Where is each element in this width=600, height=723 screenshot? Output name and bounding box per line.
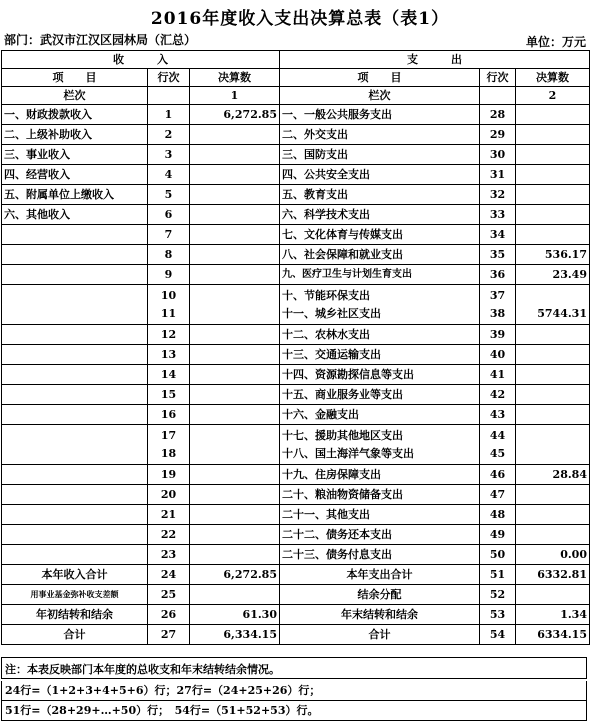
- empty-cell: [148, 87, 190, 105]
- expense-item-header: 项 目: [280, 69, 480, 87]
- expense-item: 四、公共安全支出: [280, 165, 480, 185]
- income-row-no: 9: [148, 265, 190, 285]
- expense-amount: [516, 165, 590, 185]
- expense-amount: 1.34: [516, 605, 590, 625]
- expense-row-no: 52: [480, 585, 516, 605]
- income-item-header: 项 目: [2, 69, 148, 87]
- expense-row-no: 51: [480, 565, 516, 585]
- column-label-row: [2, 87, 590, 105]
- expense-item: 二十、粮油物资储备支出: [280, 485, 480, 505]
- table-row: [2, 165, 590, 185]
- income-amount: [190, 205, 280, 225]
- expense-item: 三、国防支出: [280, 145, 480, 165]
- budget-table: [1, 50, 590, 645]
- expense-amount: 0.00: [516, 545, 590, 565]
- income-row-no: 1: [148, 105, 190, 125]
- expense-amount: [516, 325, 590, 345]
- income-item: 二、上级补助收入: [2, 125, 148, 145]
- expense-amount: 28.84: [516, 465, 590, 485]
- income-header: 收 入: [2, 51, 280, 69]
- income-item: [2, 325, 148, 345]
- income-row-no: 24: [148, 565, 190, 585]
- income-amount: [190, 145, 280, 165]
- expense-column-label: 栏次: [280, 87, 480, 105]
- expense-amount: [516, 585, 590, 605]
- summary-row: [2, 605, 590, 625]
- expense-amount: [516, 385, 590, 405]
- expense-total-label: 合计: [280, 625, 480, 645]
- table-row: [2, 425, 590, 465]
- income-amount: [190, 425, 280, 465]
- expense-amount: [516, 525, 590, 545]
- summary-row: [2, 565, 590, 585]
- income-amount: [190, 125, 280, 145]
- column-header-row: [2, 69, 590, 87]
- income-amount: [190, 245, 280, 265]
- expense-amount: 23.49: [516, 265, 590, 285]
- expense-item: 九、医疗卫生与计划生育支出: [280, 265, 480, 285]
- income-row-no: 11: [160, 307, 177, 320]
- section-header-row: [2, 51, 590, 69]
- income-row-no: 21: [148, 505, 190, 525]
- expense-item: 一、一般公共服务支出: [280, 105, 480, 125]
- expense-amount: [516, 125, 590, 145]
- income-row-no-pair: [148, 285, 190, 325]
- unit-label: 单位：万元: [525, 35, 586, 49]
- table-row: [2, 345, 590, 365]
- income-item: 六、其他收入: [2, 205, 148, 225]
- income-amount: 61.30: [190, 605, 280, 625]
- expense-row-no: 41: [480, 365, 516, 385]
- expense-row-no: 49: [480, 525, 516, 545]
- expense-row-no-pair: [480, 425, 516, 465]
- table-row: [2, 365, 590, 385]
- income-row-no: 10: [160, 289, 177, 302]
- income-row-no: 14: [148, 365, 190, 385]
- expense-amount: [516, 345, 590, 365]
- expense-amount: [516, 225, 590, 245]
- expense-item: 二、外交支出: [280, 125, 480, 145]
- expense-item: 八、社会保障和就业支出: [280, 245, 480, 265]
- income-item: [2, 285, 148, 325]
- income-item: [2, 465, 148, 485]
- table-row: [2, 185, 590, 205]
- expense-row-no: 37: [489, 289, 506, 302]
- income-amount: [190, 265, 280, 285]
- income-rowno-header: 行次: [148, 69, 190, 87]
- income-item: [2, 405, 148, 425]
- income-item: [2, 385, 148, 405]
- expense-row-no: 31: [480, 165, 516, 185]
- expense-item: 十五、商业服务业等支出: [280, 385, 480, 405]
- income-row-no: 19: [148, 465, 190, 485]
- income-total-label: 本年收入合计: [2, 565, 148, 585]
- income-amount: [190, 285, 280, 325]
- expense-column-number: 2: [516, 87, 590, 105]
- expense-item: 五、教育支出: [280, 185, 480, 205]
- expense-row-no: 43: [480, 405, 516, 425]
- expense-row-no: 47: [480, 485, 516, 505]
- expense-amount: [516, 145, 590, 165]
- table-row: [2, 125, 590, 145]
- income-row-no: 27: [148, 625, 190, 645]
- table-row: [2, 145, 590, 165]
- expense-amount: [516, 425, 590, 465]
- expense-row-no: 30: [480, 145, 516, 165]
- expense-row-no: 39: [480, 325, 516, 345]
- income-row-no: 8: [148, 245, 190, 265]
- income-row-no: 25: [148, 585, 190, 605]
- expense-item: 十八、国土海洋气象等支出: [282, 447, 414, 460]
- income-total-label: 年初结转和结余: [2, 605, 148, 625]
- expense-item: 二十三、债务付息支出: [280, 545, 480, 565]
- income-row-no-pair: [148, 425, 190, 465]
- expense-item-pair: [280, 285, 480, 325]
- income-amount: [190, 225, 280, 245]
- expense-row-no: 54: [480, 625, 516, 645]
- expense-amount: [516, 405, 590, 425]
- expense-row-no: 34: [480, 225, 516, 245]
- expense-item: 十四、资源勘探信息等支出: [280, 365, 480, 385]
- expense-item: 二十一、其他支出: [280, 505, 480, 525]
- table-row: [2, 525, 590, 545]
- expense-amount: [516, 185, 590, 205]
- expense-row-no: 46: [480, 465, 516, 485]
- income-amount: 6,272.85: [190, 105, 280, 125]
- income-item: [2, 525, 148, 545]
- expense-row-no: 33: [480, 205, 516, 225]
- expense-item: 十三、交通运输支出: [280, 345, 480, 365]
- income-amount: [190, 405, 280, 425]
- table-row: [2, 205, 590, 225]
- expense-item-pair: [280, 425, 480, 465]
- income-row-no: 17: [160, 429, 177, 442]
- expense-row-no: 38: [489, 307, 506, 320]
- expense-row-no: 53: [480, 605, 516, 625]
- income-item: [2, 425, 148, 465]
- income-item: 四、经营收入: [2, 165, 148, 185]
- expense-item: 十一、城乡社区支出: [282, 307, 381, 320]
- income-amount: [190, 505, 280, 525]
- income-item: [2, 365, 148, 385]
- income-amount: [190, 165, 280, 185]
- income-total-label: 合计: [2, 625, 148, 645]
- expense-amount: [516, 505, 590, 525]
- income-item: [2, 265, 148, 285]
- expense-item: 七、文化体育与传媒支出: [280, 225, 480, 245]
- expense-item: 六、科学技术支出: [280, 205, 480, 225]
- income-row-no: 16: [148, 405, 190, 425]
- expense-item: 十二、农林水支出: [280, 325, 480, 345]
- expense-item: 十六、金融支出: [280, 405, 480, 425]
- footnote: 注：本表反映部门本年度的总收支和年末结转结余情况。: [1, 657, 587, 679]
- formula-line-1: 24行=（1+2+3+4+5+6）行；27行=（24+25+26）行；: [1, 681, 587, 701]
- expense-item: 十、节能环保支出: [282, 289, 370, 302]
- income-row-no: 22: [148, 525, 190, 545]
- expense-row-no: 50: [480, 545, 516, 565]
- table-row: [2, 285, 590, 325]
- expense-row-no: 32: [480, 185, 516, 205]
- table-row: [2, 225, 590, 245]
- page-title: 2016年度收入支出决算总表（表1）: [150, 9, 450, 29]
- table-row: [2, 105, 590, 125]
- table-row: [2, 245, 590, 265]
- income-item: [2, 485, 148, 505]
- expense-total-label: 本年支出合计: [280, 565, 480, 585]
- expense-rowno-header: 行次: [480, 69, 516, 87]
- income-amount: [190, 525, 280, 545]
- expense-row-no: 45: [489, 447, 506, 460]
- expense-amount: 6334.15: [516, 625, 590, 645]
- income-row-no: 7: [148, 225, 190, 245]
- expense-amount: 6332.81: [516, 565, 590, 585]
- table-row: [2, 405, 590, 425]
- table-row: [2, 265, 590, 285]
- table-row: [2, 505, 590, 525]
- income-item: [2, 545, 148, 565]
- income-row-no: 6: [148, 205, 190, 225]
- income-row-no: 5: [148, 185, 190, 205]
- income-item: [2, 245, 148, 265]
- income-row-no: 13: [148, 345, 190, 365]
- expense-header: 支 出: [280, 51, 590, 69]
- table-row: [2, 325, 590, 345]
- formula-line-2: 51行=（28+29+…+50）行； 54行=（51+52+53）行。: [1, 701, 587, 721]
- department-label: 部门：武汉市江汉区园林局（汇总）: [4, 33, 197, 47]
- income-amount: [190, 325, 280, 345]
- income-amount: 6,272.85: [190, 565, 280, 585]
- expense-total-label: 结余分配: [280, 585, 480, 605]
- income-row-no: 2: [148, 125, 190, 145]
- income-row-no: 23: [148, 545, 190, 565]
- expense-row-no-pair: [480, 285, 516, 325]
- income-total-label: 用事业基金弥补收支差额: [2, 585, 148, 605]
- expense-amount: 5744.31: [516, 285, 590, 325]
- income-item: [2, 225, 148, 245]
- income-amount: [190, 185, 280, 205]
- income-item: 三、事业收入: [2, 145, 148, 165]
- expense-amount: 536.17: [516, 245, 590, 265]
- income-amount: [190, 385, 280, 405]
- expense-item: 二十二、债务还本支出: [280, 525, 480, 545]
- expense-item: 十七、援助其他地区支出: [282, 429, 403, 442]
- expense-row-no: 29: [480, 125, 516, 145]
- income-column-label: 栏次: [2, 87, 148, 105]
- income-column-number: 1: [190, 87, 280, 105]
- empty-cell: [480, 87, 516, 105]
- income-row-no: 3: [148, 145, 190, 165]
- expense-amount-header: 决算数: [516, 69, 590, 87]
- income-row-no: 20: [148, 485, 190, 505]
- income-row-no: 4: [148, 165, 190, 185]
- table-row: [2, 545, 590, 565]
- expense-row-no: 28: [480, 105, 516, 125]
- table-row: [2, 465, 590, 485]
- expense-amount: [516, 485, 590, 505]
- summary-row: [2, 585, 590, 605]
- income-amount: [190, 545, 280, 565]
- income-amount-header: 决算数: [190, 69, 280, 87]
- income-item: 一、财政拨款收入: [2, 105, 148, 125]
- expense-amount: [516, 105, 590, 125]
- income-amount: [190, 485, 280, 505]
- expense-total-label: 年末结转和结余: [280, 605, 480, 625]
- income-row-no: 15: [148, 385, 190, 405]
- income-row-no: 18: [160, 447, 177, 460]
- expense-row-no: 35: [480, 245, 516, 265]
- expense-row-no: 36: [480, 265, 516, 285]
- expense-amount: [516, 365, 590, 385]
- income-amount: [190, 365, 280, 385]
- expense-row-no: 44: [489, 429, 506, 442]
- income-amount: [190, 465, 280, 485]
- income-amount: [190, 345, 280, 365]
- expense-amount: [516, 205, 590, 225]
- income-row-no: 26: [148, 605, 190, 625]
- income-amount: 6,334.15: [190, 625, 280, 645]
- expense-row-no: 48: [480, 505, 516, 525]
- expense-item: 十九、住房保障支出: [280, 465, 480, 485]
- income-item: [2, 505, 148, 525]
- income-amount: [190, 585, 280, 605]
- expense-row-no: 42: [480, 385, 516, 405]
- income-row-no: 12: [148, 325, 190, 345]
- expense-row-no: 40: [480, 345, 516, 365]
- summary-row: [2, 625, 590, 645]
- income-item: [2, 345, 148, 365]
- table-row: [2, 485, 590, 505]
- table-row: [2, 385, 590, 405]
- income-item: 五、附属单位上缴收入: [2, 185, 148, 205]
